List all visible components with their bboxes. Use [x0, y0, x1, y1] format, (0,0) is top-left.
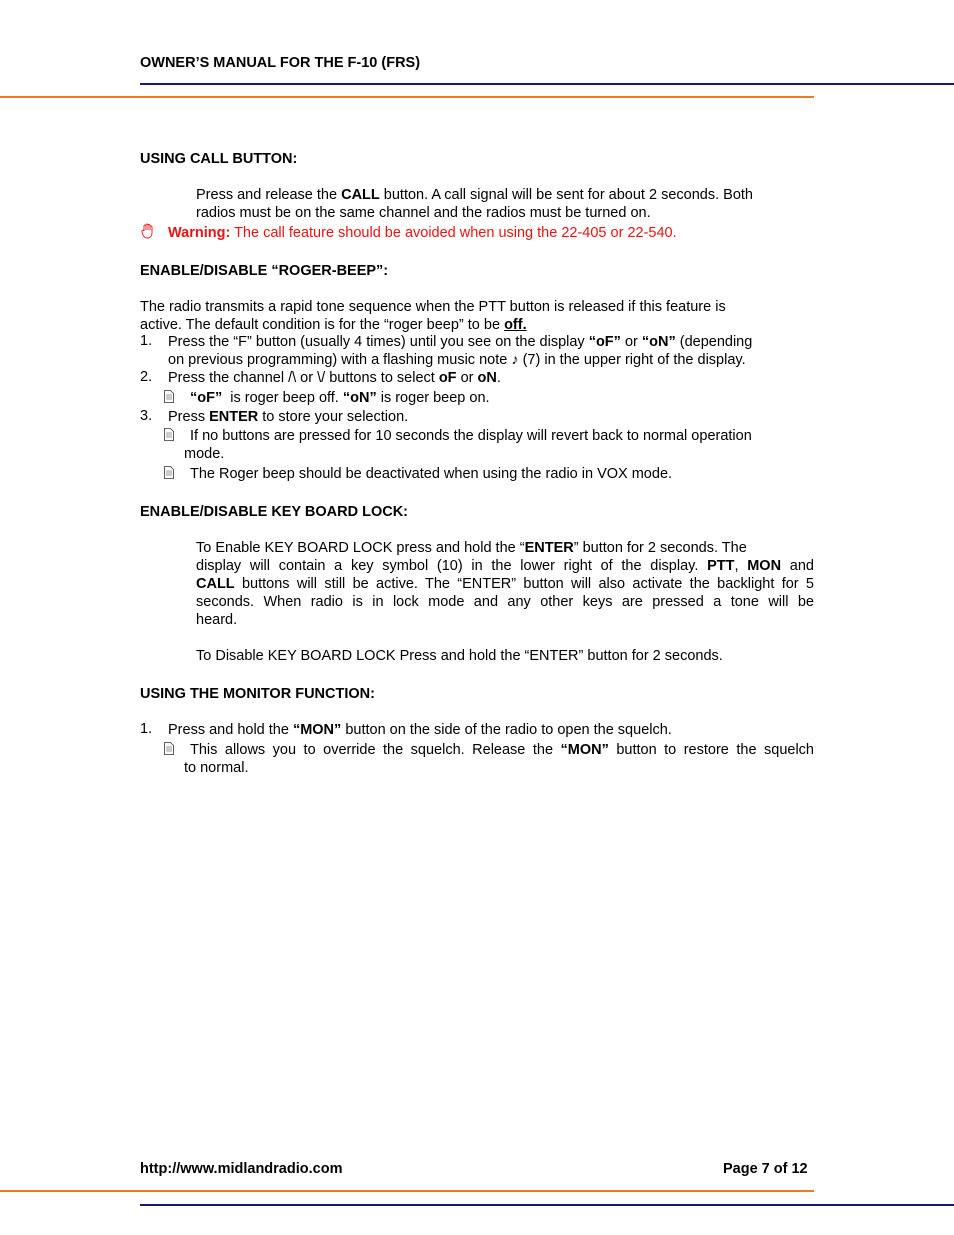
- roger-note2-line1: If no buttons are pressed for 10 seconds the display will revert back to normal operation: [190, 428, 752, 444]
- call-text: Press and release the: [196, 187, 342, 203]
- section-heading-call: USING CALL BUTTON:: [140, 151, 298, 167]
- note-icon: [164, 428, 174, 441]
- roger-step1: [168, 333, 818, 369]
- monitor-note-text: This allows you to override the squelch. Release the: [190, 742, 561, 758]
- roger-intro-line2: active. The default condition is for the “roger beep” to be: [140, 317, 505, 333]
- step2-period: .: [496, 370, 501, 386]
- roger-intro-line1: The radio transmits a rapid tone sequence when the PTT button is released if this feature is: [140, 299, 726, 315]
- lock-text-3: display will contain a key symbol (10) in the lower right of the display.: [196, 558, 708, 574]
- header-rule-navy: [140, 83, 954, 85]
- roger-intro: [140, 298, 820, 334]
- lock-disable: To Disable KEY BOARD LOCK Press and hold the “ENTER” button for 2 seconds.: [196, 648, 723, 664]
- roger-intro-off: off.: [504, 317, 527, 333]
- lock-ptt: PTT: [707, 558, 735, 574]
- note1-on: “oN”: [342, 390, 377, 406]
- header-rule-orange: [0, 96, 814, 98]
- monitor-step1: [168, 721, 672, 739]
- footer-url: http://www.midlandradio.com: [140, 1161, 343, 1177]
- roger-note1: [190, 389, 490, 407]
- section-heading-monitor: USING THE MONITOR FUNCTION:: [140, 686, 375, 702]
- roger-step2-number: 2.: [140, 369, 153, 385]
- note-icon: [164, 466, 174, 479]
- lock-enable-line3: [196, 575, 814, 593]
- step3-text: Press: [168, 409, 210, 425]
- step1-text: Press the “F” button (usually 4 times) until you see on the display: [168, 334, 589, 350]
- monitor-mon: “MON”: [292, 722, 342, 738]
- lock-enable-line2: [196, 557, 814, 575]
- lock-enable-line5: heard.: [196, 612, 238, 628]
- step2-or: or: [456, 370, 478, 386]
- lock-call: CALL: [196, 576, 235, 592]
- step1-or: or: [620, 334, 642, 350]
- lock-and: and: [781, 558, 814, 574]
- roger-step2: [168, 369, 501, 387]
- section-heading-roger: ENABLE/DISABLE “ROGER-BEEP”:: [140, 263, 389, 279]
- hand-icon: [141, 223, 155, 239]
- call-text-line2: radios must be on the same channel and the radios must be turned on.: [196, 205, 651, 221]
- monitor-step1-number: 1.: [140, 721, 153, 737]
- monitor-note-text-2: button to restore the squelch: [608, 742, 814, 758]
- step3-text-2: to store your selection.: [258, 409, 409, 425]
- step2-of: oF: [438, 370, 457, 386]
- monitor-note-mon: “MON”: [560, 742, 609, 758]
- note-icon: [164, 742, 174, 755]
- note1-of: “oF”: [190, 390, 223, 406]
- warning-text: The call feature should be avoided when using the 22-405 or 22-540.: [230, 225, 677, 241]
- section-heading-lock: ENABLE/DISABLE KEY BOARD LOCK:: [140, 504, 408, 520]
- footer-rule-navy: [140, 1204, 954, 1206]
- monitor-note-line2: to normal.: [184, 760, 249, 776]
- footer-rule-orange: [0, 1190, 814, 1192]
- step2-on: oN: [477, 370, 497, 386]
- lock-enable-line1: [196, 539, 814, 557]
- lock-enter: ENTER: [524, 540, 574, 556]
- step1-depending: (depending: [675, 334, 753, 350]
- footer-page-number: Page 7 of 12: [723, 1161, 808, 1177]
- lock-text-4: buttons will still be active. The “ENTER” button will also activate the backlight for 5: [234, 576, 814, 592]
- page-header-title: OWNER’S MANUAL FOR THE F-10 (FRS): [140, 55, 421, 71]
- roger-note3: The Roger beep should be deactivated when using the radio in VOX mode.: [190, 466, 673, 482]
- step2-text: Press the channel /\ or \/ buttons to select: [168, 370, 439, 386]
- call-warning: [168, 224, 677, 242]
- lock-enable-line4: seconds. When radio is in lock mode and any other keys are pressed a tone will be: [196, 594, 814, 610]
- monitor-note-line1: [190, 741, 814, 759]
- roger-step1-number: 1.: [140, 333, 153, 349]
- lock-mon: MON: [747, 558, 782, 574]
- call-text-2: button. A call signal will be sent for about 2 seconds. Both: [379, 187, 753, 203]
- step1-on: “oN”: [641, 334, 676, 350]
- monitor-text-2: button on the side of the radio to open the squelch.: [341, 722, 672, 738]
- step1-line2: on previous programming) with a flashing music note ♪ (7) in the upper right of the display.: [168, 352, 746, 368]
- lock-text: To Enable KEY BOARD LOCK press and hold the “: [196, 540, 525, 556]
- roger-step3: [168, 408, 408, 426]
- note1-text: is roger beep off.: [222, 390, 343, 406]
- roger-step3-number: 3.: [140, 408, 153, 424]
- call-paragraph: [196, 186, 816, 222]
- monitor-text: Press and hold the: [168, 722, 293, 738]
- roger-note2-line2: mode.: [184, 446, 225, 462]
- step3-enter: ENTER: [209, 409, 259, 425]
- call-bold: CALL: [341, 187, 380, 203]
- note-icon: [164, 390, 174, 403]
- warning-label: Warning:: [168, 225, 231, 241]
- note1-text-2: is roger beep on.: [376, 390, 490, 406]
- lock-comma: ,: [734, 558, 748, 574]
- step1-of: “oF”: [588, 334, 621, 350]
- lock-text-2: ” button for 2 seconds. The: [573, 540, 747, 556]
